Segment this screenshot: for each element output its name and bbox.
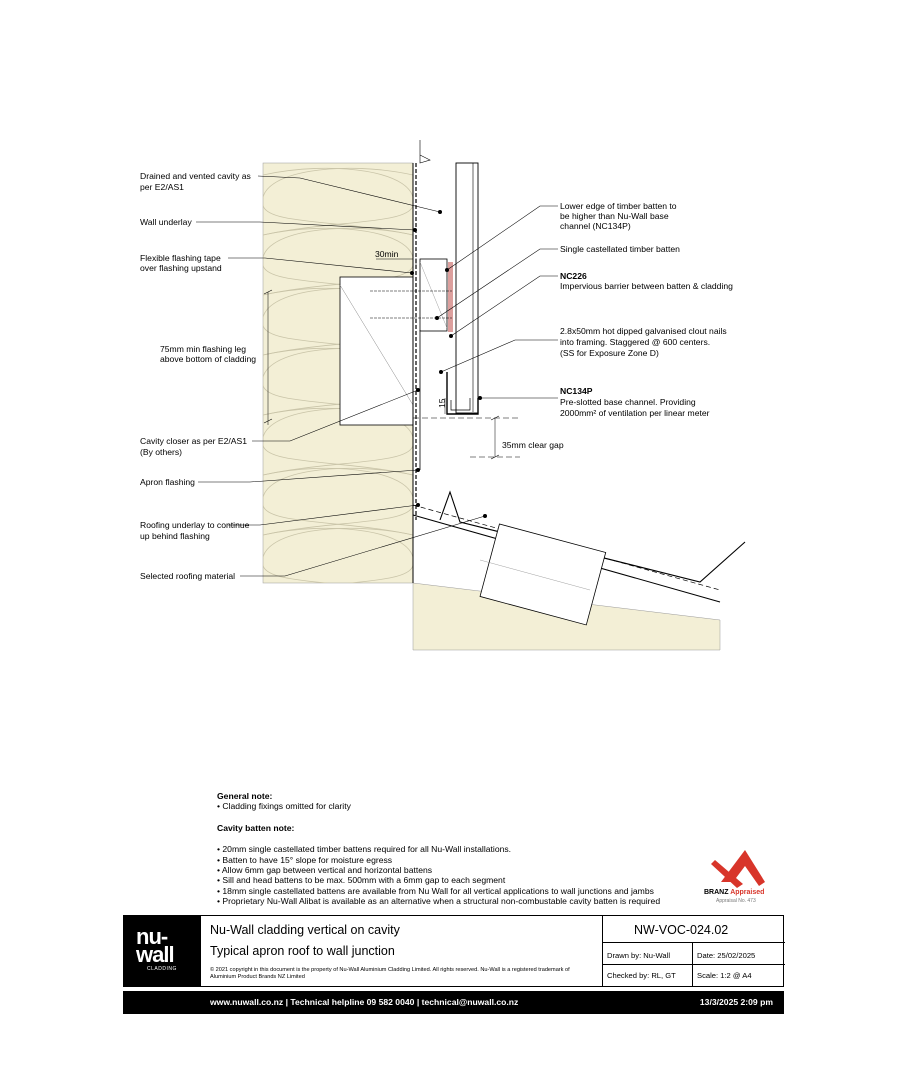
batten-note-list xyxy=(217,844,737,906)
batten-note-title: Cavity batten note: xyxy=(217,822,295,833)
label-nc134p: NC134P xyxy=(560,386,593,396)
general-note-title: General note: xyxy=(217,791,273,801)
general-note-list xyxy=(217,801,737,811)
list-item: • Allow 6mm gap between vertical and horizontal battens xyxy=(217,865,737,875)
flashing-block xyxy=(340,277,413,425)
dim-30min: 30min xyxy=(375,249,399,259)
label-nails-3: (SS for Exposure Zone D) xyxy=(560,348,659,358)
label-batten-edge-1: Lower edge of timber batten to xyxy=(560,201,677,211)
list-item: • 20mm single castellated timber battens required for all Nu-Wall installations. xyxy=(217,844,737,854)
label-flex-tape-2: over flashing upstand xyxy=(140,263,222,273)
notes-section xyxy=(217,791,737,907)
label-flash-leg-1: 75mm min flashing leg xyxy=(160,344,246,354)
cladding-panel xyxy=(456,163,478,413)
label-clear-gap: 35mm clear gap xyxy=(502,440,564,450)
label-closer-1: Cavity closer as per E2/AS1 xyxy=(140,436,247,446)
title-block xyxy=(123,915,784,987)
label-nc134p-desc-2: 2000mm² of ventilation per linear meter xyxy=(560,408,710,418)
list-item: • Proprietary Nu-Wall Alibat is available as an alternative when a structural non-combustable cavity batten is required xyxy=(217,896,737,906)
list-item: • Sill and head battens to be max. 500mm with a 6mm gap to each segment xyxy=(217,875,737,885)
label-single-batten: Single castellated timber batten xyxy=(560,244,680,254)
label-roofing: Selected roofing material xyxy=(140,571,236,581)
label-roof-underlay-2: up behind flashing xyxy=(140,531,210,541)
label-cavity-2: per E2/AS1 xyxy=(140,182,184,192)
label-batten-edge-2: be higher than Nu-Wall base xyxy=(560,211,669,221)
label-nc226: NC226 xyxy=(560,271,587,281)
label-closer-2: (By others) xyxy=(140,447,183,457)
branz-text: BRANZ Appraised xyxy=(704,889,765,896)
label-batten-edge-3: channel (NC134P) xyxy=(560,221,631,231)
list-item: • 18mm single castellated battens are available from Nu Wall for all vertical applications to wall junctions and jambs xyxy=(217,886,737,896)
label-wall-underlay: Wall underlay xyxy=(140,217,192,227)
label-nails-1: 2.8x50mm hot dipped galvanised clout nails xyxy=(560,326,727,336)
label-cavity-1: Drained and vented cavity as xyxy=(140,171,251,181)
drawing-date: Date: 25/02/2025 xyxy=(697,951,756,960)
branz-sub: Appraisal No. 473 xyxy=(716,898,756,904)
list-item: • Cladding fixings omitted for clarity xyxy=(217,801,737,811)
dim-15: 15 xyxy=(437,398,447,408)
label-nc226-desc: Impervious barrier between batten & cladding xyxy=(560,281,733,291)
drawn-by: Drawn by: Nu-Wall xyxy=(607,951,671,960)
label-flash-leg-2: above bottom of cladding xyxy=(160,354,257,364)
leaders-right xyxy=(437,206,558,398)
drawing-title: Nu-Wall cladding vertical on cavity xyxy=(210,923,400,937)
nuwall-logo: nu- wall CLADDING xyxy=(124,916,201,986)
checked-by: Checked by: RL, GT xyxy=(607,971,676,980)
footer-timestamp: 13/3/2025 2:09 pm xyxy=(699,997,773,1007)
label-nc134p-desc-1: Pre-slotted base channel. Providing xyxy=(560,397,696,407)
label-flex-tape-1: Flexible flashing tape xyxy=(140,253,221,263)
drawing-code: NW-VOC-024.02 xyxy=(634,923,729,937)
list-item: • Batten to have 15° slope for moisture egress xyxy=(217,855,737,865)
drawing-scale: Scale: 1:2 @ A4 xyxy=(697,971,752,980)
label-nails-2: into framing. Staggered @ 600 centers. xyxy=(560,337,711,347)
copyright-text: © 2021 copyright in this document is the property of Nu-Wall Aluminium Cladding Limited. All rights reserved. Nu-Wall is a registered trademark of Aluminium Product Brands NZ Limited xyxy=(210,967,570,980)
label-apron: Apron flashing xyxy=(140,477,195,487)
label-roof-underlay-1: Roofing underlay to continue xyxy=(140,520,250,530)
footer-contact: www.nuwall.co.nz | Technical helpline 09 582 0040 | technical@nuwall.co.nz xyxy=(210,997,519,1007)
drawing-subtitle: Typical apron roof to wall junction xyxy=(210,944,395,958)
footer-bar xyxy=(123,991,784,1014)
nc226-barrier xyxy=(448,262,453,332)
